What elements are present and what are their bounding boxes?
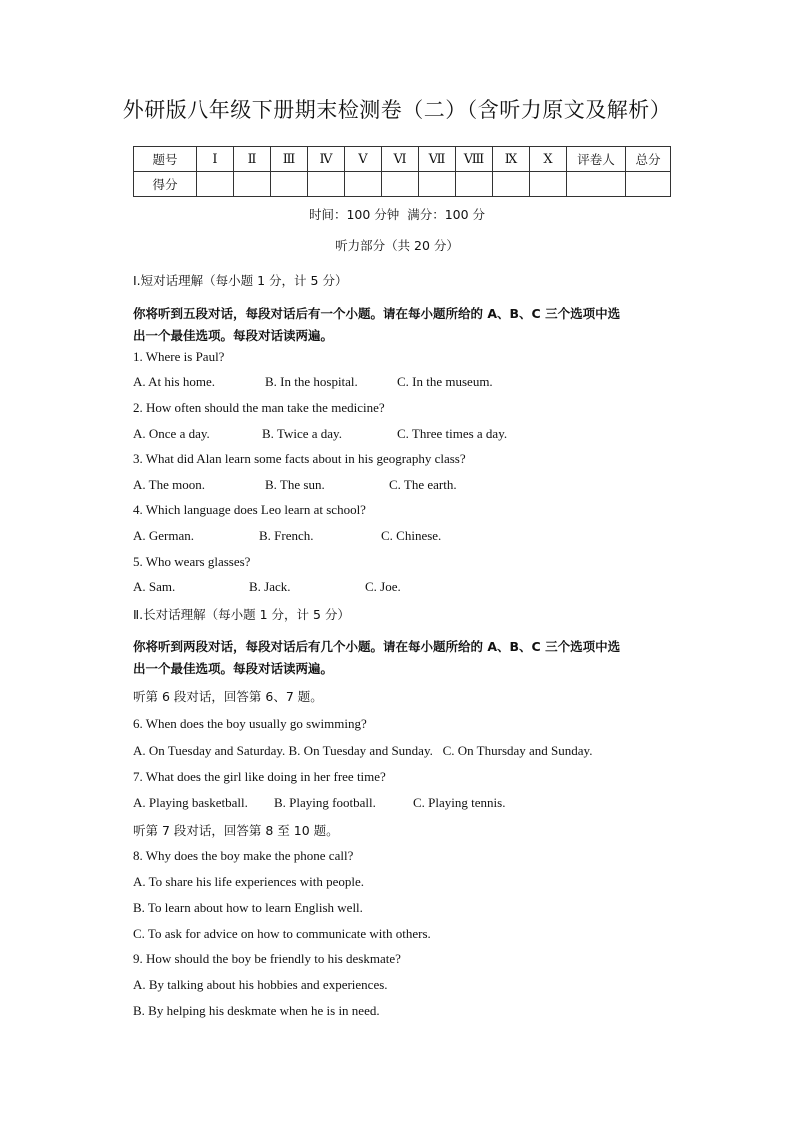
- score-cell: [419, 172, 456, 197]
- dialog6-intro: 听第 6 段对话，回答第 6、7 题。: [133, 689, 323, 704]
- score-cell: [382, 172, 419, 197]
- q8-option-b: B. To learn about how to learn English well.: [133, 900, 363, 915]
- score-cell: [626, 172, 671, 197]
- score-table-header-cell: Ⅸ: [493, 147, 530, 172]
- score-table-header-cell: Ⅵ: [382, 147, 419, 172]
- section2-heading: Ⅱ.长对话理解（每小题 1 分，计 5 分）: [133, 607, 350, 622]
- q1-option-a: A. At his home.: [133, 374, 215, 389]
- q2-option-b: B. Twice a day.: [262, 426, 342, 441]
- score-table-score-row: [134, 172, 671, 197]
- q3-option-c: C. The earth.: [389, 477, 457, 492]
- question-4: 4. Which language does Leo learn at school?: [133, 502, 366, 517]
- dialog7-intro: 听第 7 段对话，回答第 8 至 10 题。: [133, 823, 339, 838]
- question-7: 7. What does the girl like doing in her free time?: [133, 769, 386, 784]
- q6-options: A. On Tuesday and Saturday. B. On Tuesday and Sunday. C. On Thursday and Sunday.: [133, 743, 593, 758]
- score-table-header-cell: Ⅴ: [345, 147, 382, 172]
- score-cell: [530, 172, 567, 197]
- question-8: 8. Why does the boy make the phone call?: [133, 848, 354, 863]
- q8-option-c: C. To ask for advice on how to communicate with others.: [133, 926, 431, 941]
- question-1: 1. Where is Paul?: [133, 349, 225, 364]
- score-row-label: 得分: [134, 172, 197, 197]
- question-3: 3. What did Alan learn some facts about in his geography class?: [133, 451, 466, 466]
- question-2: 2. How often should the man take the medicine?: [133, 400, 385, 415]
- score-cell: [493, 172, 530, 197]
- question-6: 6. When does the boy usually go swimming?: [133, 716, 367, 731]
- score-cell: [567, 172, 626, 197]
- score-table-header-cell: Ⅳ: [308, 147, 345, 172]
- q9-option-a: A. By talking about his hobbies and experiences.: [133, 977, 388, 992]
- q3-option-b: B. The sun.: [265, 477, 325, 492]
- score-table-header-cell: Ⅱ: [234, 147, 271, 172]
- q3-option-a: A. The moon.: [133, 477, 205, 492]
- listening-header: 听力部分（共 20 分）: [335, 238, 459, 253]
- q1-option-b: B. In the hospital.: [265, 374, 358, 389]
- q7-option-a: A. Playing basketball.: [133, 795, 248, 810]
- score-table: [133, 146, 671, 197]
- score-cell: [308, 172, 345, 197]
- q2-option-a: A. Once a day.: [133, 426, 210, 441]
- score-cell: [271, 172, 308, 197]
- score-table-header-cell: Ⅷ: [456, 147, 493, 172]
- q5-option-a: A. Sam.: [133, 579, 176, 594]
- q4-option-c: C. Chinese.: [381, 528, 442, 543]
- score-table-header-cell: Ⅲ: [271, 147, 308, 172]
- score-cell: [197, 172, 234, 197]
- q7-option-b: B. Playing football.: [274, 795, 376, 810]
- q1-option-c: C. In the museum.: [397, 374, 493, 389]
- q8-option-a: A. To share his life experiences with people.: [133, 874, 364, 889]
- score-table-header-cell: Ⅶ: [419, 147, 456, 172]
- score-table-header-cell: 评卷人: [567, 147, 626, 172]
- score-cell: [234, 172, 271, 197]
- q5-option-b: B. Jack.: [249, 579, 291, 594]
- q9-option-b: B. By helping his deskmate when he is in need.: [133, 1003, 380, 1018]
- section2-instruction-line1: 你将听到两段对话，每段对话后有几个小题。请在每小题所给的 A、B、C 三个选项中选: [133, 639, 621, 654]
- q2-option-c: C. Three times a day.: [397, 426, 508, 441]
- time-info: 时间：100 分钟 满分：100 分: [308, 207, 486, 222]
- section2-instruction-line2: 出一个最佳选项。每段对话读两遍。: [133, 661, 334, 676]
- score-table-header-cell: 题号: [134, 147, 197, 172]
- score-table-header-cell: Ⅹ: [530, 147, 567, 172]
- q7-option-c: C. Playing tennis.: [413, 795, 506, 810]
- score-cell: [345, 172, 382, 197]
- q5-option-c: C. Joe.: [365, 579, 401, 594]
- page-title: 外研版八年级下册期末检测卷（二）（含听力原文及解析）: [122, 98, 672, 122]
- q4-option-b: B. French.: [259, 528, 314, 543]
- score-table-header-cell: 总分: [626, 147, 671, 172]
- question-9: 9. How should the boy be friendly to his deskmate?: [133, 951, 401, 966]
- section1-instruction-line1: 你将听到五段对话，每段对话后有一个小题。请在每小题所给的 A、B、C 三个选项中选: [133, 306, 621, 321]
- question-5: 5. Who wears glasses?: [133, 554, 251, 569]
- score-table-header-cell: Ⅰ: [197, 147, 234, 172]
- score-cell: [456, 172, 493, 197]
- section1-heading: Ⅰ.短对话理解（每小题 1 分，计 5 分）: [133, 273, 348, 288]
- section1-instruction-line2: 出一个最佳选项。每段对话读两遍。: [133, 328, 334, 343]
- score-table-header-row: [134, 147, 671, 172]
- q4-option-a: A. German.: [133, 528, 195, 543]
